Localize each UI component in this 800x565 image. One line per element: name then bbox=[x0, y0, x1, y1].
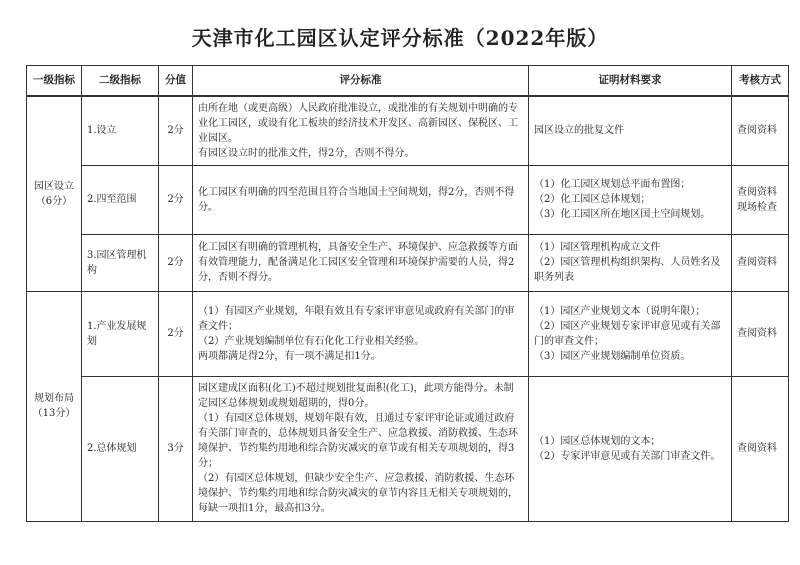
group-cell-planning bbox=[27, 291, 82, 521]
table-row bbox=[27, 165, 789, 234]
method-cell bbox=[732, 291, 789, 376]
criteria-text: （2）有园区总体规划，但缺少安全生产、应急救援、消防救援、生态环境保护、节约集约用地和综合防灾减灾的章节内容且无相关专项规划的，每缺一项扣1分，最高扣3分。 bbox=[198, 473, 518, 514]
materials-cell bbox=[529, 291, 732, 376]
method-text: 查阅资料 bbox=[737, 328, 777, 339]
criteria-cell bbox=[193, 234, 529, 291]
score-cell: 3分 bbox=[159, 376, 193, 521]
materials-text: （1）化工园区规划总平面布置图； bbox=[534, 179, 691, 190]
method-text: 查阅资料 bbox=[737, 186, 777, 198]
table-row bbox=[27, 96, 789, 165]
criteria-text: 化工园区有明确的管理机构，具备安全生产、环境保护、应急救援等方面有效管理能力，配备满足化工园区安全管理和环境保护需要的人员，得2分，否则不得分。 bbox=[198, 242, 518, 283]
method-text: 现场检查 bbox=[737, 201, 777, 213]
header-method: 考核方式 bbox=[732, 66, 789, 97]
materials-text: （2）化工园区总体规划； bbox=[534, 194, 651, 205]
group-name: 规划布局 bbox=[34, 393, 74, 404]
page-title: 天津市化工园区认定评分标准（2022年版） bbox=[191, 26, 609, 50]
indicator-cell: 1.产业发展规划 bbox=[82, 291, 159, 376]
criteria-text: （1）有园区产业规划，年限有效且有专家评审意见或政府有关部门的审查文件； bbox=[198, 305, 515, 332]
criteria-text: 化工园区有明确的四至范围且符合当地国土空间规划，得2分，否则不得分。 bbox=[198, 186, 515, 213]
group-name: 园区设立 bbox=[34, 180, 74, 192]
table-row bbox=[27, 234, 789, 291]
score-cell: 2分 bbox=[159, 234, 193, 291]
materials-cell bbox=[529, 376, 732, 521]
materials-text: 园区设立的批复文件 bbox=[534, 125, 624, 137]
header-row bbox=[27, 66, 789, 97]
materials-text: （2）园区产业规划专家评审意见或有关部门的审查文件； bbox=[534, 320, 721, 347]
header-level1: 一级指标 bbox=[27, 66, 82, 97]
header-level2: 二级指标 bbox=[82, 66, 159, 97]
method-cell bbox=[732, 234, 789, 291]
materials-text: （3）化工园区所在地区国土空间规划。 bbox=[534, 209, 711, 220]
materials-text: （1）园区产业规划文本（说明年限）； bbox=[534, 305, 706, 317]
criteria-text: （2）产业规划编制单位有石化化工行业相关经验。 bbox=[198, 335, 425, 347]
materials-text: （2）专家评审意见或有关部门审查文件。 bbox=[534, 450, 721, 462]
materials-text: （3）园区产业规划编制单位资质。 bbox=[534, 350, 691, 362]
table-row bbox=[27, 291, 789, 376]
materials-cell bbox=[529, 96, 732, 165]
criteria-cell bbox=[193, 96, 529, 165]
criteria-text: 园区建成区面积(化工)不超过规划批复面积(化工)，此项方能得分。未制定园区总体规划或规划超期的，得0分。 bbox=[198, 383, 514, 409]
header-score: 分值 bbox=[159, 66, 193, 97]
criteria-text: 由所在地（或更高级）人民政府批准设立，或批准的有关规划中明确的专业化工园区，或设有化工板块的经济技术开发区、高新园区、保税区、工业园区。 bbox=[198, 102, 518, 144]
criteria-text: （1）有园区总体规划，规划年限有效，且通过专家评审论证或通过政府有关部门审查的，总体规划具备安全生产、应急救援、消防救援、生态环境保护、节约集约用地和综合防灾减灾的章节或有相关专项规划的，得3分； bbox=[198, 413, 518, 469]
score-cell: 2分 bbox=[159, 96, 193, 165]
method-text: 查阅资料 bbox=[737, 125, 777, 137]
materials-text: （2）园区管理机构组织架构、人员姓名及职务列表 bbox=[534, 257, 721, 283]
materials-cell bbox=[529, 234, 732, 291]
indicator-cell: 1.设立 bbox=[82, 96, 159, 165]
score-cell: 2分 bbox=[159, 165, 193, 234]
indicator-cell: 3.园区管理机构 bbox=[82, 234, 159, 291]
criteria-text: 两项都满足得2分，有一项不满足扣1分。 bbox=[198, 350, 381, 362]
materials-text: （1）园区管理机构成立文件 bbox=[534, 242, 661, 253]
method-cell bbox=[732, 96, 789, 165]
indicator-cell: 2.四至范围 bbox=[82, 165, 159, 234]
group-total: （13分） bbox=[32, 408, 76, 419]
score-cell: 2分 bbox=[159, 291, 193, 376]
method-cell bbox=[732, 376, 789, 521]
materials-text: （1）园区总体规划的文本； bbox=[534, 435, 661, 447]
group-cell-establishment bbox=[27, 96, 82, 291]
group-total: （6分） bbox=[35, 195, 73, 207]
method-cell bbox=[732, 165, 789, 234]
method-text: 查阅资料 bbox=[737, 443, 777, 454]
scoring-table bbox=[26, 65, 789, 522]
criteria-text: 有园区设立时的批准文件，得2分，否则不得分。 bbox=[198, 147, 415, 159]
header-materials: 证明材料要求 bbox=[529, 66, 732, 97]
materials-cell bbox=[529, 165, 732, 234]
table-row bbox=[27, 376, 789, 521]
method-text: 查阅资料 bbox=[737, 257, 777, 268]
indicator-cell: 2.总体规划 bbox=[82, 376, 159, 521]
criteria-cell bbox=[193, 291, 529, 376]
header-criteria: 评分标准 bbox=[193, 66, 529, 97]
criteria-cell bbox=[193, 165, 529, 234]
criteria-cell bbox=[193, 376, 529, 521]
